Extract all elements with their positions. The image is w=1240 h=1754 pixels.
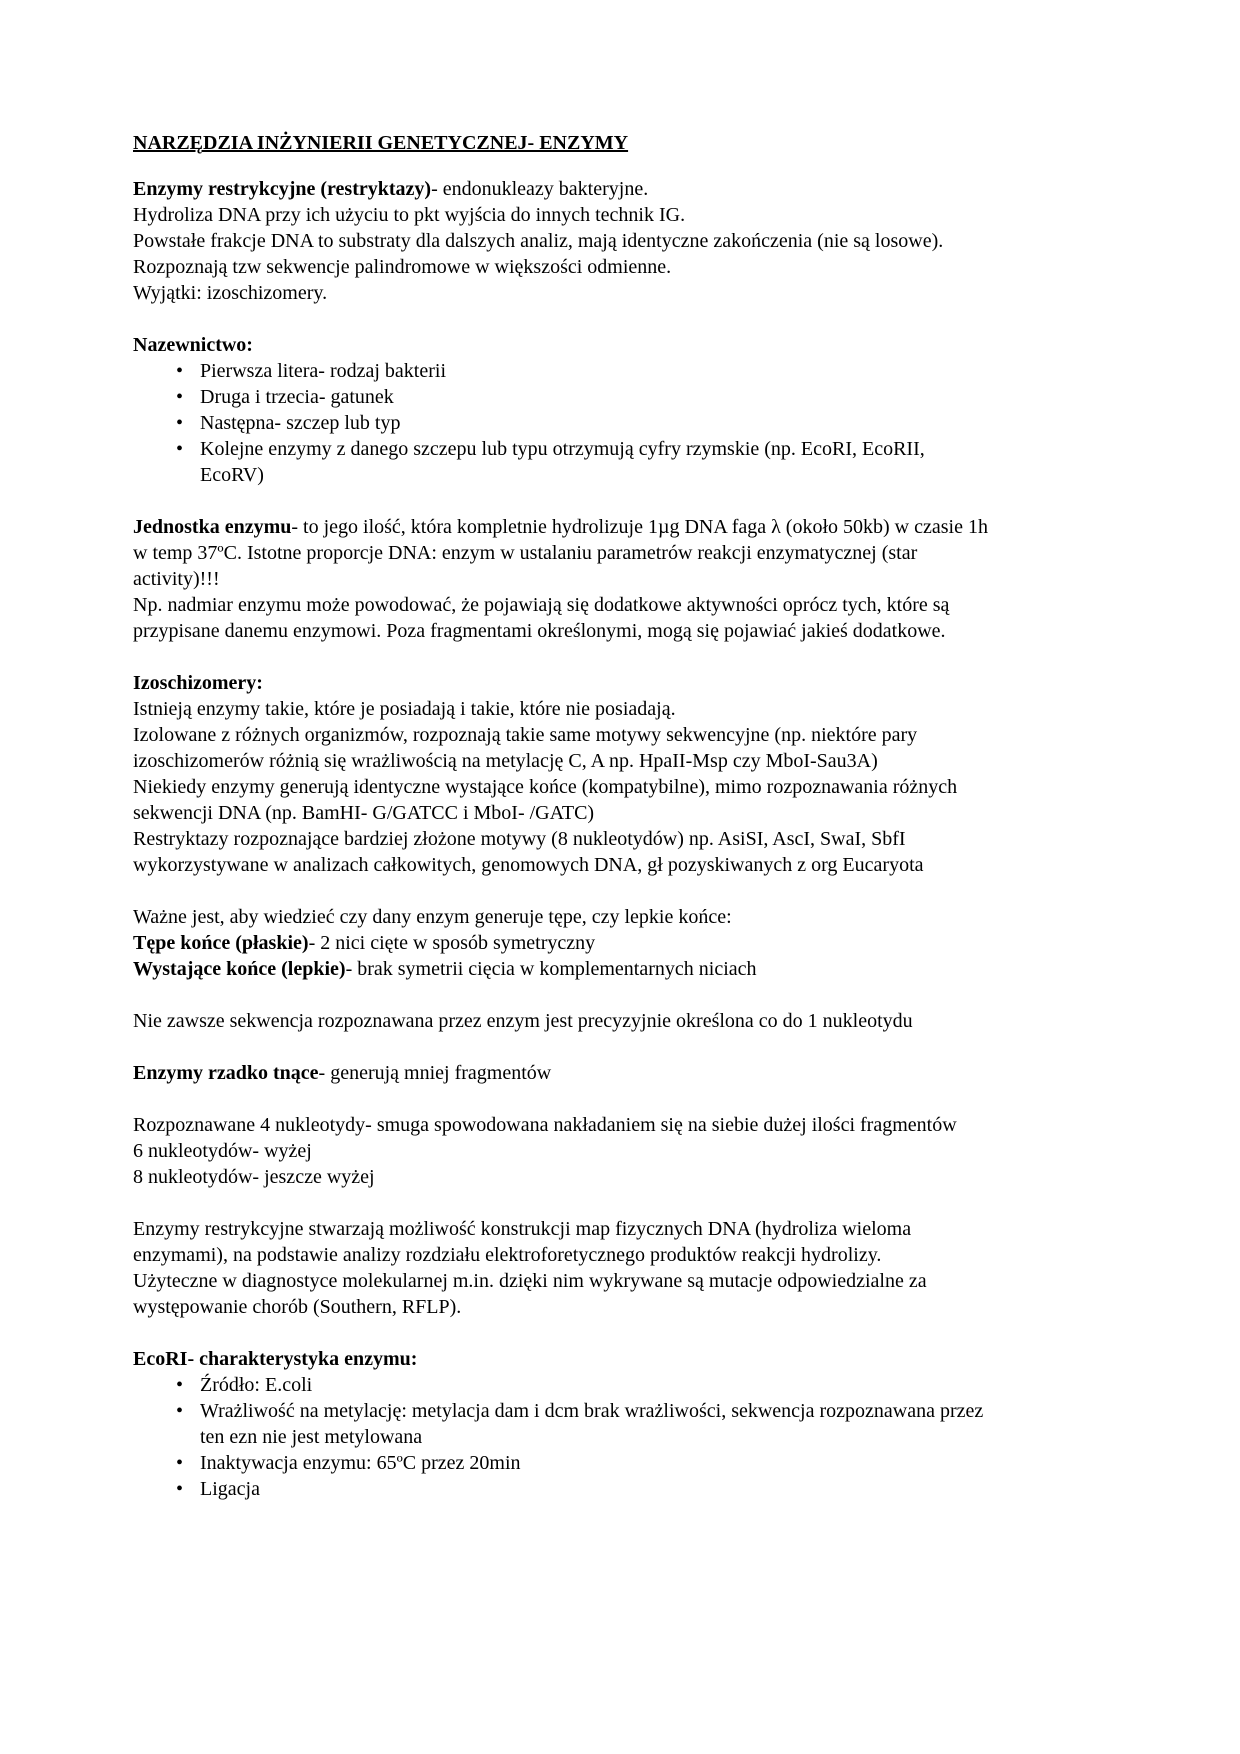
list-item-text: Druga i trzecia- gatunek (200, 386, 394, 408)
blunt-ends-line (133, 930, 988, 956)
list-item-text: Ligacja (200, 1478, 260, 1500)
list-item (133, 1450, 988, 1476)
bullet-icon: • (176, 1374, 184, 1396)
rare-cutters-line (133, 1060, 988, 1086)
izoschizomery-paragraph: Izolowane z różnych organizmów, rozpoznają takie same motywy sekwencyjne (np. niektóre pary izoschizomerów różnią się wrażliwością na metylację C, A np. HpaII-Msp czy MboI-Sau3A) (133, 724, 918, 772)
precision-note: Nie zawsze sekwencja rozpoznawana przez enzym jest precyzyjnie określona co do 1 nukleotydu (133, 1010, 913, 1032)
naming-section (133, 332, 988, 488)
intro-line: Wyjątki: izoschizomery. (133, 282, 328, 304)
bullet-icon: • (176, 386, 184, 408)
maps-line: Użyteczne w diagnostyce molekularnej m.in. dzięki nim wykrywane są mutacje odpowiedzialne za występowanie chorób (Southern, RFLP). (133, 1270, 927, 1318)
bullet-icon: • (176, 412, 184, 434)
fragments-line: 6 nukleotydów- wyżej (133, 1140, 312, 1162)
list-item-text: Następna- szczep lub typ (200, 412, 401, 434)
bullet-icon: • (176, 438, 184, 460)
document-title (133, 130, 988, 156)
intro-line: Rozpoznają tzw sekwencje palindromowe w większości odmienne. (133, 256, 672, 278)
rare-cutters-bold: Enzymy rzadko tnące (133, 1062, 319, 1084)
bullet-icon: • (176, 1478, 184, 1500)
izoschizomery-heading: Izoschizomery: (133, 672, 263, 694)
precision-note-paragraph (133, 1008, 988, 1034)
intro-paragraph (133, 176, 988, 306)
maps-paragraph (133, 1216, 988, 1320)
unit-lead-bold: Jednostka enzymu (133, 516, 292, 538)
list-item (133, 358, 988, 384)
ecori-section (133, 1346, 988, 1502)
list-item (133, 384, 988, 410)
list-item-text: Pierwsza litera- rodzaj bakterii (200, 360, 446, 382)
list-item (133, 1372, 988, 1398)
naming-heading: Nazewnictwo: (133, 334, 253, 356)
sticky-ends-bold: Wystające końce (lepkie) (133, 958, 346, 980)
izoschizomery-paragraph: Restryktazy rozpoznające bardziej złożone motywy (8 nukleotydów) np. AsiSI, AscI, SwaI, SbfI wykorzystywane w analizach całkowitych, genomowych DNA, gł pozyskiwanych z org Eucaryota (133, 828, 924, 876)
unit-lead-rest: - to jego ilość, która kompletnie hydrolizuje 1µg DNA faga λ (około 50kb) w czasie 1h w temp 37ºC. Istotne proporcje DNA: enzym w ustalaniu parametrów reakcji enzymatycznej (star activity)!!! (133, 516, 988, 590)
ends-intro: Ważne jest, aby wiedzieć czy dany enzym generuje tępe, czy lepkie końce: (133, 906, 732, 928)
document-title-text: NARZĘDZIA INŻYNIERII GENETYCZNEJ- ENZYMY (133, 132, 629, 154)
list-item (133, 1398, 988, 1450)
sticky-ends-line (133, 956, 988, 982)
blunt-ends-bold: Tępe końce (płaskie) (133, 932, 309, 954)
sticky-ends-rest: - brak symetrii cięcia w komplementarnych niciach (345, 958, 757, 980)
unit-lead-line (133, 514, 988, 592)
bullet-icon: • (176, 1452, 184, 1474)
bullet-icon: • (176, 1400, 184, 1422)
list-item (133, 1476, 988, 1502)
ecori-heading: EcoRI- charakterystyka enzymu: (133, 1348, 418, 1370)
fragments-paragraph (133, 1112, 988, 1190)
list-item (133, 410, 988, 436)
list-item-text: Wrażliwość na metylację: metylacja dam i dcm brak wrażliwości, sekwencja rozpoznawana przez ten ezn nie jest metylowana (200, 1400, 984, 1448)
intro-lead-bold: Enzymy restrykcyjne (restryktazy) (133, 178, 432, 200)
ecori-list (133, 1372, 988, 1502)
maps-line: Enzymy restrykcyjne stwarzają możliwość konstrukcji map fizycznych DNA (hydroliza wieloma enzymami), na podstawie analizy rozdziału elektroforetycznego produktów reakcji hydrolizy. (133, 1218, 912, 1266)
bullet-icon: • (176, 360, 184, 382)
izoschizomery-paragraph: Niekiedy enzymy generują identyczne wystające końce (kompatybilne), mimo rozpoznawania różnych sekwencji DNA (np. BamHI- G/GATCC i MboI- /GATC) (133, 776, 958, 824)
naming-list (133, 358, 988, 488)
enzyme-unit-paragraph (133, 514, 988, 644)
ends-section (133, 904, 988, 982)
list-item-text: Inaktywacja enzymu: 65ºC przez 20min (200, 1452, 521, 1474)
list-item-text: Źródło: E.coli (200, 1374, 313, 1396)
blunt-ends-rest: - 2 nici cięte w sposób symetryczny (308, 932, 596, 954)
unit-note: Np. nadmiar enzymu może powodować, że pojawiają się dodatkowe aktywności oprócz tych, które są przypisane danemu enzymowi. Poza fragmentami określonymi, mogą się pojawiać jakieś dodatkowe. (133, 594, 950, 642)
list-item-text: Kolejne enzymy z danego szczepu lub typu otrzymują cyfry rzymskie (np. EcoRI, EcoRII, EcoRV) (200, 438, 925, 486)
rare-cutters-paragraph (133, 1060, 988, 1086)
fragments-line: 8 nukleotydów- jeszcze wyżej (133, 1166, 375, 1188)
intro-lead-line (133, 176, 988, 202)
rare-cutters-rest: - generują mniej fragmentów (318, 1062, 552, 1084)
izoschizomery-paragraph: Istnieją enzymy takie, które je posiadają i takie, które nie posiadają. (133, 698, 676, 720)
list-item (133, 436, 988, 488)
fragments-line: Rozpoznawane 4 nukleotydy- smuga spowodowana nakładaniem się na siebie dużej ilości fragmentów (133, 1114, 957, 1136)
izoschizomery-section (133, 670, 988, 878)
intro-line: Hydroliza DNA przy ich użyciu to pkt wyjścia do innych technik IG. (133, 204, 686, 226)
intro-line: Powstałe frakcje DNA to substraty dla dalszych analiz, mają identyczne zakończenia (nie są losowe). (133, 230, 944, 252)
intro-lead-rest: - endonukleazy bakteryjne. (431, 178, 649, 200)
